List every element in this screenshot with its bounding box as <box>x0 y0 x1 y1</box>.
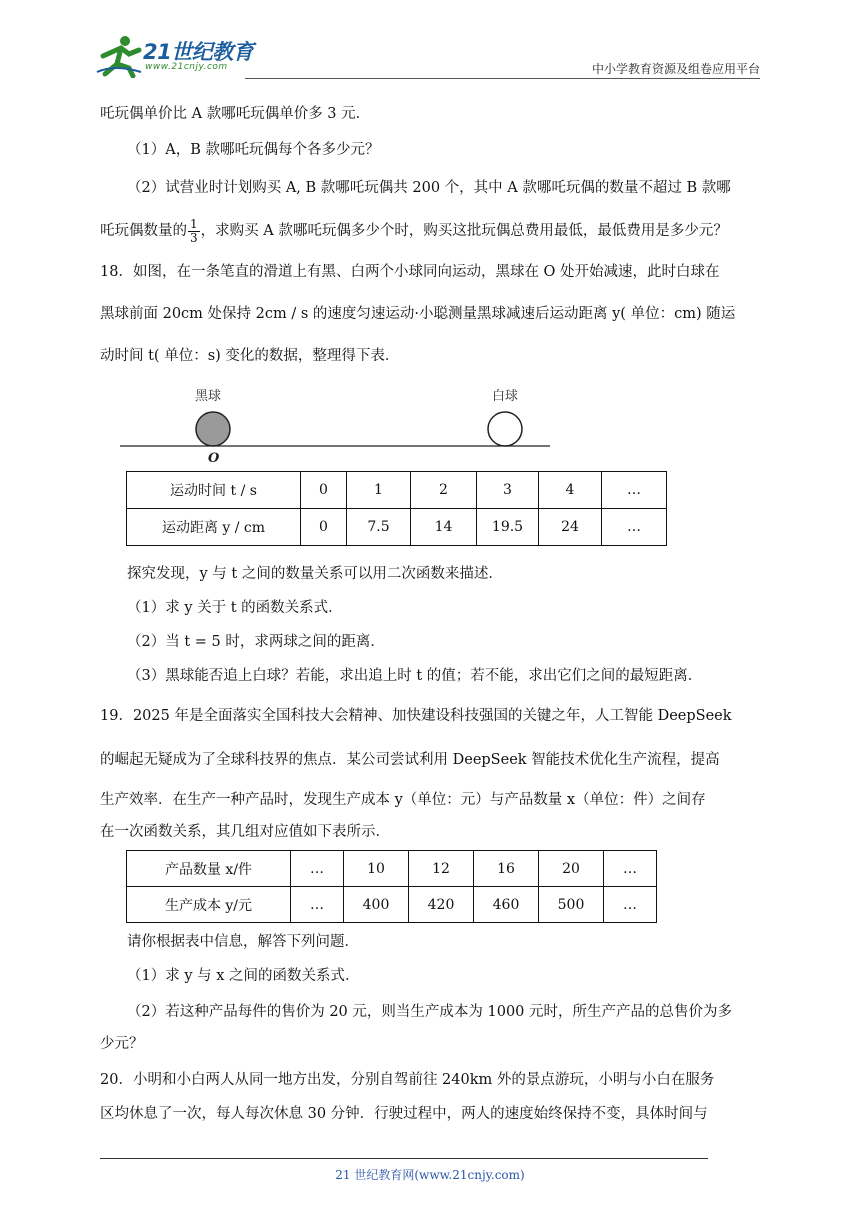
table-cell: … <box>602 472 667 509</box>
table-cell: 3 <box>477 472 539 509</box>
q17-part2-post: ，求购买 A 款哪吒玩偶多少个时，购买这批玩偶总费用最低，最低费用是多少元？ <box>200 223 728 239</box>
table-cell: 500 <box>539 887 604 923</box>
q17-line1: 吒玩偶单价比 A 款哪吒玩偶单价多 3 元． <box>100 106 371 122</box>
table-cell: … <box>291 851 344 887</box>
platform-name: 中小学教育资源及组卷应用平台 <box>591 62 760 76</box>
table-cell: … <box>602 509 667 546</box>
black-ball <box>196 412 230 446</box>
fraction-numerator: 1 <box>190 216 198 231</box>
table-row <box>127 887 657 923</box>
table-cell: 1 <box>347 472 411 509</box>
q18-line2: 黑球前面 20cm 处保持 2cm / s 的速度匀速运动·小聪测量黑球减速后运动距离 y( 单位：cm) 随运 <box>100 306 736 322</box>
table-cell: 运动时间 t / s <box>127 472 301 509</box>
table-cell: 14 <box>411 509 477 546</box>
table-row <box>127 851 657 887</box>
q17-part2-line1: （2）试营业时计划购买 A, B 款哪吒玩偶共 200 个，其中 A 款哪吒玩偶的数量不超过 B 款哪 <box>127 180 731 196</box>
logo-url: www.21cnjy.com <box>145 62 228 72</box>
q19-after-table: 请你根据表中信息，解答下列问题． <box>127 934 359 950</box>
q18-after-table: 探究发现，y 与 t 之间的数量关系可以用二次函数来描述． <box>127 566 503 582</box>
table-cell: 产品数量 x/件 <box>127 851 291 887</box>
table-cell: 12 <box>409 851 474 887</box>
table-cell: 0 <box>301 509 347 546</box>
q19-part2-line1: （2）若这种产品每件的售价为 20 元，则当生产成本为 1000 元时，所生产产品的总售价为多 <box>127 1004 733 1020</box>
table-cell: 20 <box>539 851 604 887</box>
q18-part3: （3）黑球能否追上白球？若能，求出追上时 t 的值；若不能，求出它们之间的最短距离． <box>127 668 703 684</box>
table-row <box>127 509 667 546</box>
table-cell: 16 <box>474 851 539 887</box>
table-cell: 19.5 <box>477 509 539 546</box>
q20-line1: 20．小明和小白两人从同一地方出发，分别自驾前往 240km 外的景点游玩，小明与小白在服务 <box>100 1072 715 1088</box>
table-cell: 420 <box>409 887 474 923</box>
header-divider <box>245 78 760 79</box>
cost-table <box>126 850 657 923</box>
q18-line1: 18．如图，在一条笔直的滑道上有黑、白两个小球同向运动，黑球在 O 处开始减速，此时白球在 <box>100 264 720 280</box>
black-ball-label: 黑球 <box>195 389 222 404</box>
footer-divider <box>100 1158 708 1159</box>
q19-part1: （1）求 y 与 x 之间的函数关系式． <box>127 968 360 984</box>
footer-text[interactable]: 21 世纪教育网(www.21cnjy.com) <box>335 1168 525 1182</box>
q19-line1: 19．2025 年是全面落实全国科技大会精神、加快建设科技强国的关键之年，人工智能 DeepSeek <box>100 708 732 724</box>
q19-line4: 在一次函数关系，其几组对应值如下表所示． <box>100 824 390 840</box>
white-ball <box>488 412 522 446</box>
fraction-denominator: 3 <box>190 230 198 245</box>
q19-part2-line2: 少元？ <box>100 1036 144 1052</box>
table-cell: 运动距离 y / cm <box>127 509 301 546</box>
motion-table <box>126 471 667 546</box>
table-cell: 0 <box>301 472 347 509</box>
table-cell: 2 <box>411 472 477 509</box>
q17-part1: （1）A，B 款哪吒玩偶每个各多少元？ <box>127 142 380 158</box>
q17-part2-line2 <box>100 214 762 248</box>
table-cell: 400 <box>344 887 409 923</box>
site-logo[interactable] <box>95 34 260 78</box>
table-row <box>127 472 667 509</box>
q19-line3: 生产效率．在生产一种产品时，发现生产成本 y（单位：元）与产品数量 x（单位：件）之间存 <box>100 792 706 808</box>
table-cell: … <box>291 887 344 923</box>
table-cell: 4 <box>539 472 602 509</box>
q17-part2-pre: 吒玩偶数量的 <box>100 223 187 239</box>
table-cell: 24 <box>539 509 602 546</box>
table-cell: 7.5 <box>347 509 411 546</box>
page-header <box>95 30 760 82</box>
origin-label: O <box>208 451 220 465</box>
table-cell: 生产成本 y/元 <box>127 887 291 923</box>
q18-part2: （2）当 t = 5 时，求两球之间的距离． <box>127 634 385 650</box>
table-cell: 10 <box>344 851 409 887</box>
table-cell: … <box>604 887 657 923</box>
q18-line3: 动时间 t( 单位：s) 变化的数据，整理得下表． <box>100 348 400 364</box>
ball-diagram <box>120 385 555 465</box>
q19-line2: 的崛起无疑成为了全球科技界的焦点．某公司尝试利用 DeepSeek 智能技术优化生产流程，提高 <box>100 752 720 768</box>
q18-part1: （1）求 y 关于 t 的函数关系式． <box>127 600 343 616</box>
fraction-one-third <box>188 218 200 245</box>
table-cell: … <box>604 851 657 887</box>
runner-logo-icon <box>95 34 143 78</box>
white-ball-label: 白球 <box>492 389 519 404</box>
q20-line2: 区均休息了一次，每人每次休息 30 分钟．行驶过程中，两人的速度始终保持不变，具体时间与 <box>100 1106 708 1122</box>
logo-text: 21世纪教育 <box>143 40 254 64</box>
table-cell: 460 <box>474 887 539 923</box>
